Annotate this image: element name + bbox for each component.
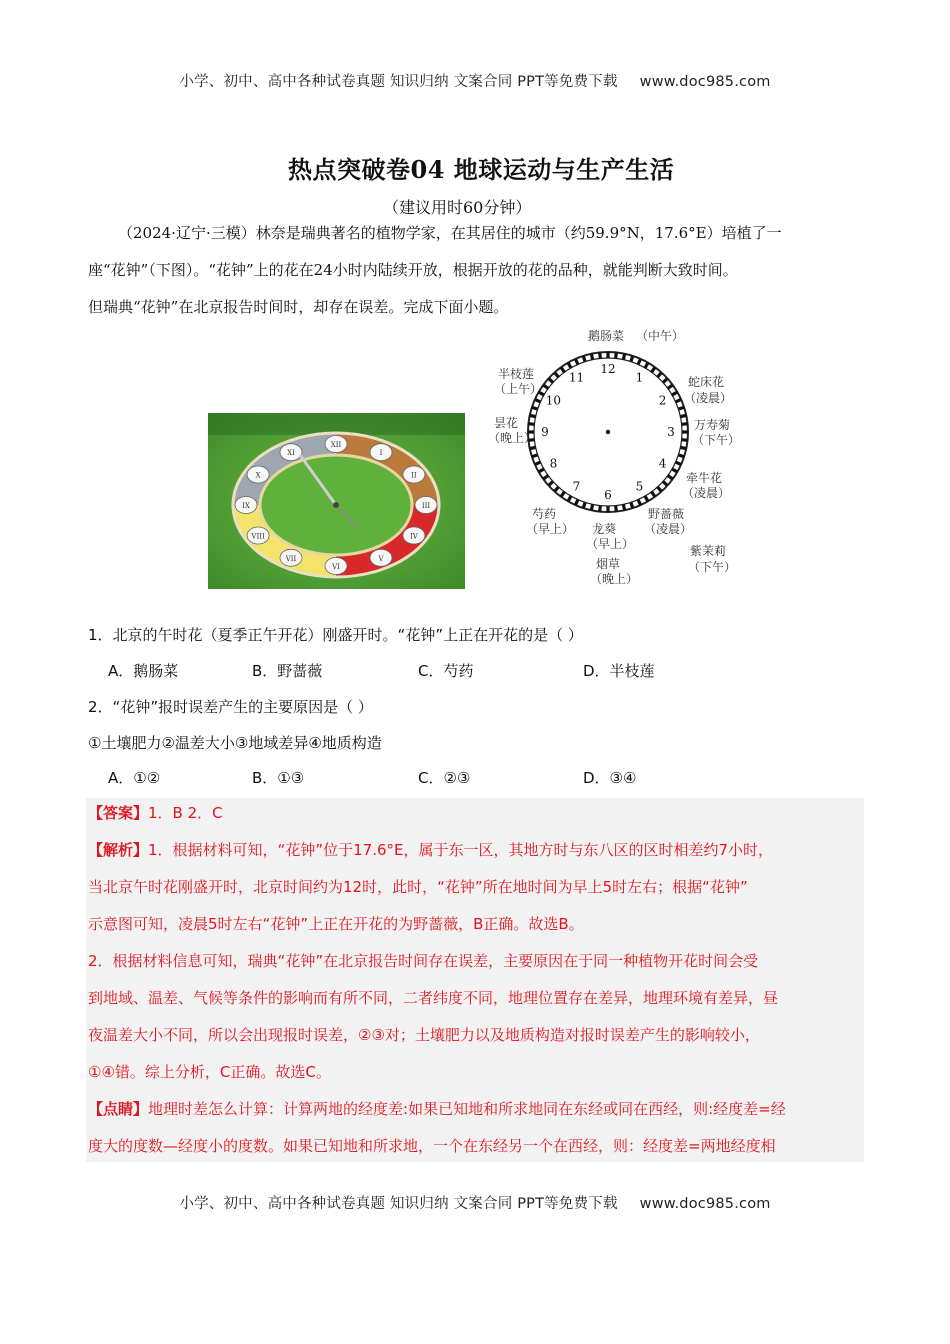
clock-numeral: 7	[572, 479, 581, 494]
flower-label: 蛇床花	[688, 375, 725, 389]
dial-numeral: VII	[285, 554, 297, 563]
flower-time: （中午）	[636, 329, 685, 343]
header-text: 小学、初中、高中各种试卷真题 知识归纳 文案合同 PPT等免费下载	[179, 74, 618, 90]
question-2-option-c[interactable]: C．②③	[418, 769, 471, 787]
question-1-stem: 1．北京的午时花（夏季正午开花）刚盛开时。“花钟”上正在开花的是（ ）	[88, 626, 583, 644]
material-paragraph	[88, 215, 863, 326]
clock-tick	[606, 506, 609, 512]
svg-text:蛇床花 （凌晨）	[684, 374, 732, 405]
analysis-label: 【解析】	[88, 841, 149, 859]
clock-numeral: 5	[635, 479, 644, 494]
clock-numeral: 3	[667, 425, 675, 439]
question-2-option-b[interactable]: B．①③	[252, 769, 305, 787]
answer-line	[88, 795, 862, 832]
dial-numeral: IX	[242, 502, 250, 510]
question-1-option-a[interactable]: A．鹅肠菜	[108, 662, 179, 680]
clock-tick	[528, 422, 534, 426]
svg-text:半枝莲 （上午）	[494, 366, 542, 396]
hands-hub	[333, 502, 339, 508]
material-line: 座“花钟”（下图）。“花钟”上的花在24小时内陆续开放，根据开放的花的品种，就能判断大致时间。	[88, 261, 738, 279]
analysis-line: 2．根据材料信息可知，瑞典“花钟”在北京报告时间存在误差，主要原因在于同一种植物开花时间会受	[88, 952, 759, 970]
flower-label: 万寿菊	[694, 418, 731, 432]
flower-label: 紫茉莉	[690, 544, 727, 558]
flower-clock-diagram	[480, 320, 760, 600]
svg-text:紫茉莉 （下午）	[688, 543, 736, 574]
analysis-line: 当北京午时花刚盛开时，北京时间约为12时，此时，“花钟”所在地时间为早上5时左右；根据“花钟”	[88, 878, 748, 896]
material-line: 但瑞典“花钟”在北京报告时间时，却存在误差。完成下面小题。	[88, 298, 509, 316]
answer-label: 【答案】	[88, 804, 149, 822]
clock-numeral: 6	[604, 488, 612, 502]
green-marker	[268, 431, 272, 435]
clock-numeral: 12	[600, 362, 616, 376]
analysis-line: 夜温差大小不同，所以会出现报时误差，②③对；土壤肥力以及地质构造对报时误差产生的影响较小，	[88, 1026, 760, 1044]
tip-line: 地理时差怎么计算：计算两地的经度差:如果已知地和所求地同在东经或同在西经，则:经度差=经	[148, 1100, 786, 1118]
svg-text:烟草 （晚上）	[590, 556, 638, 586]
analysis-line: ①④错。综上分析，C正确。故选C。	[88, 1063, 331, 1081]
clock-numeral: 11	[568, 370, 585, 385]
clock-numeral: 4	[658, 456, 667, 471]
page-footer	[0, 1192, 950, 1213]
flower-label: 烟草	[596, 557, 621, 571]
clock-numeral: 9	[541, 425, 549, 439]
flower-time: （早上）	[586, 537, 635, 551]
dial-numeral: IV	[409, 532, 418, 541]
dial-numeral: V	[378, 554, 384, 563]
dial-numeral: XII	[330, 441, 342, 449]
flower-label: 芍药	[532, 507, 557, 521]
dial-numeral: III	[421, 502, 431, 510]
question-2-option-d[interactable]: D．③④	[583, 769, 637, 787]
svg-text:鹅肠菜 （中午）	[588, 328, 684, 343]
svg-text:野蔷薇 （凌晨）	[644, 506, 692, 536]
flower-label: 牵牛花	[686, 471, 723, 485]
svg-text:龙葵 （早上）	[586, 521, 634, 551]
clock-tick	[598, 505, 602, 511]
flower-label: 半枝莲	[498, 367, 535, 381]
page-header	[0, 70, 950, 91]
svg-text:万寿菊 （下午）	[692, 417, 740, 447]
flower-time: （凌晨）	[682, 486, 731, 500]
flower-time: （下午）	[692, 433, 741, 447]
svg-text:芍药 （早上）	[526, 507, 574, 536]
dial-numeral: X	[255, 471, 261, 480]
page-subtitle: （建议用时60分钟）	[383, 198, 532, 217]
clock-tick	[614, 352, 618, 358]
analysis-line: 到地域、温差、气候等条件的影响而有所不同，二者纬度不同，地理位置存在差异，地理环境有差异，昼	[88, 989, 779, 1007]
clock-tick	[681, 422, 687, 426]
dial-numeral: VI	[332, 563, 340, 571]
flower-label: 龙葵	[592, 522, 617, 536]
dial-numeral: XI	[287, 449, 295, 458]
dial-numeral: II	[411, 471, 417, 480]
analysis-line: 示意图可知，凌晨5时左右“花钟”上正在开花的为野蔷薇，B正确。故选B。	[88, 915, 584, 933]
flower-label: 昙花	[494, 416, 519, 430]
flower-time: （凌晨）	[684, 391, 733, 405]
clock-tick	[614, 505, 618, 511]
clock-tick	[606, 352, 609, 358]
question-1-option-b[interactable]: B．野蔷薇	[252, 662, 323, 680]
flower-clock-photo	[208, 413, 465, 589]
answer-text: 1．B 2．C	[148, 804, 223, 822]
flower-label: 鹅肠菜	[588, 329, 625, 343]
clock-numeral: 1	[635, 370, 644, 385]
flower-time: （晚上）	[590, 572, 639, 586]
clock-center-dot	[606, 430, 610, 434]
clock-numeral: 10	[545, 393, 562, 408]
dial-numeral: I	[379, 449, 383, 458]
clock-tick	[681, 438, 687, 442]
flower-time: （晚上）	[488, 431, 537, 445]
dial-numeral: VIII	[251, 532, 265, 541]
clock-numeral: 2	[658, 393, 667, 408]
footer-site[interactable]: www.doc985.com	[639, 1196, 771, 1212]
flower-time: （上午）	[494, 382, 543, 396]
material-line: （2024·辽宁·三模）林奈是瑞典著名的植物学家，在其居住的城市（约59.9°N，17.6°E）培植了一	[118, 224, 782, 242]
footer-text: 小学、初中、高中各种试卷真题 知识归纳 文案合同 PPT等免费下载	[179, 1196, 618, 1212]
question-2-option-a[interactable]: A．①②	[108, 769, 161, 787]
question-2-stem: 2．“花钟”报时误差产生的主要原因是（ ）	[88, 698, 373, 716]
flower-time: （早上）	[526, 522, 575, 536]
clock-tick	[598, 352, 602, 358]
tip-label: 【点睛】	[88, 1100, 149, 1118]
analysis-block	[88, 832, 862, 1165]
page-title: 热点突破卷04 地球运动与生产生活	[288, 155, 675, 184]
analysis-line: 1．根据材料可知，“花钟”位于17.6°E，属于东一区，其地方时与东八区的区时相差约7小时，	[148, 841, 774, 859]
question-1-option-d[interactable]: D．半枝莲	[583, 662, 655, 680]
svg-text:牵牛花 （凌晨）	[682, 470, 730, 500]
tip-line: 度大的度数—经度小的度数。如果已知地和所求地，一个在东经另一个在西经，则：经度差=两地经度相	[88, 1137, 776, 1155]
flower-time: （下午）	[688, 560, 737, 574]
flower-label: 野蔷薇	[648, 507, 685, 521]
question-1-option-c[interactable]: C．芍药	[418, 662, 474, 680]
flower-time: （凌晨）	[644, 522, 693, 536]
clock-tick	[682, 430, 688, 433]
header-site[interactable]: www.doc985.com	[639, 74, 771, 90]
clock-numeral: 8	[549, 456, 558, 471]
question-2-statements: ①土壤肥力②温差大小③地域差异④地质构造	[88, 734, 382, 752]
